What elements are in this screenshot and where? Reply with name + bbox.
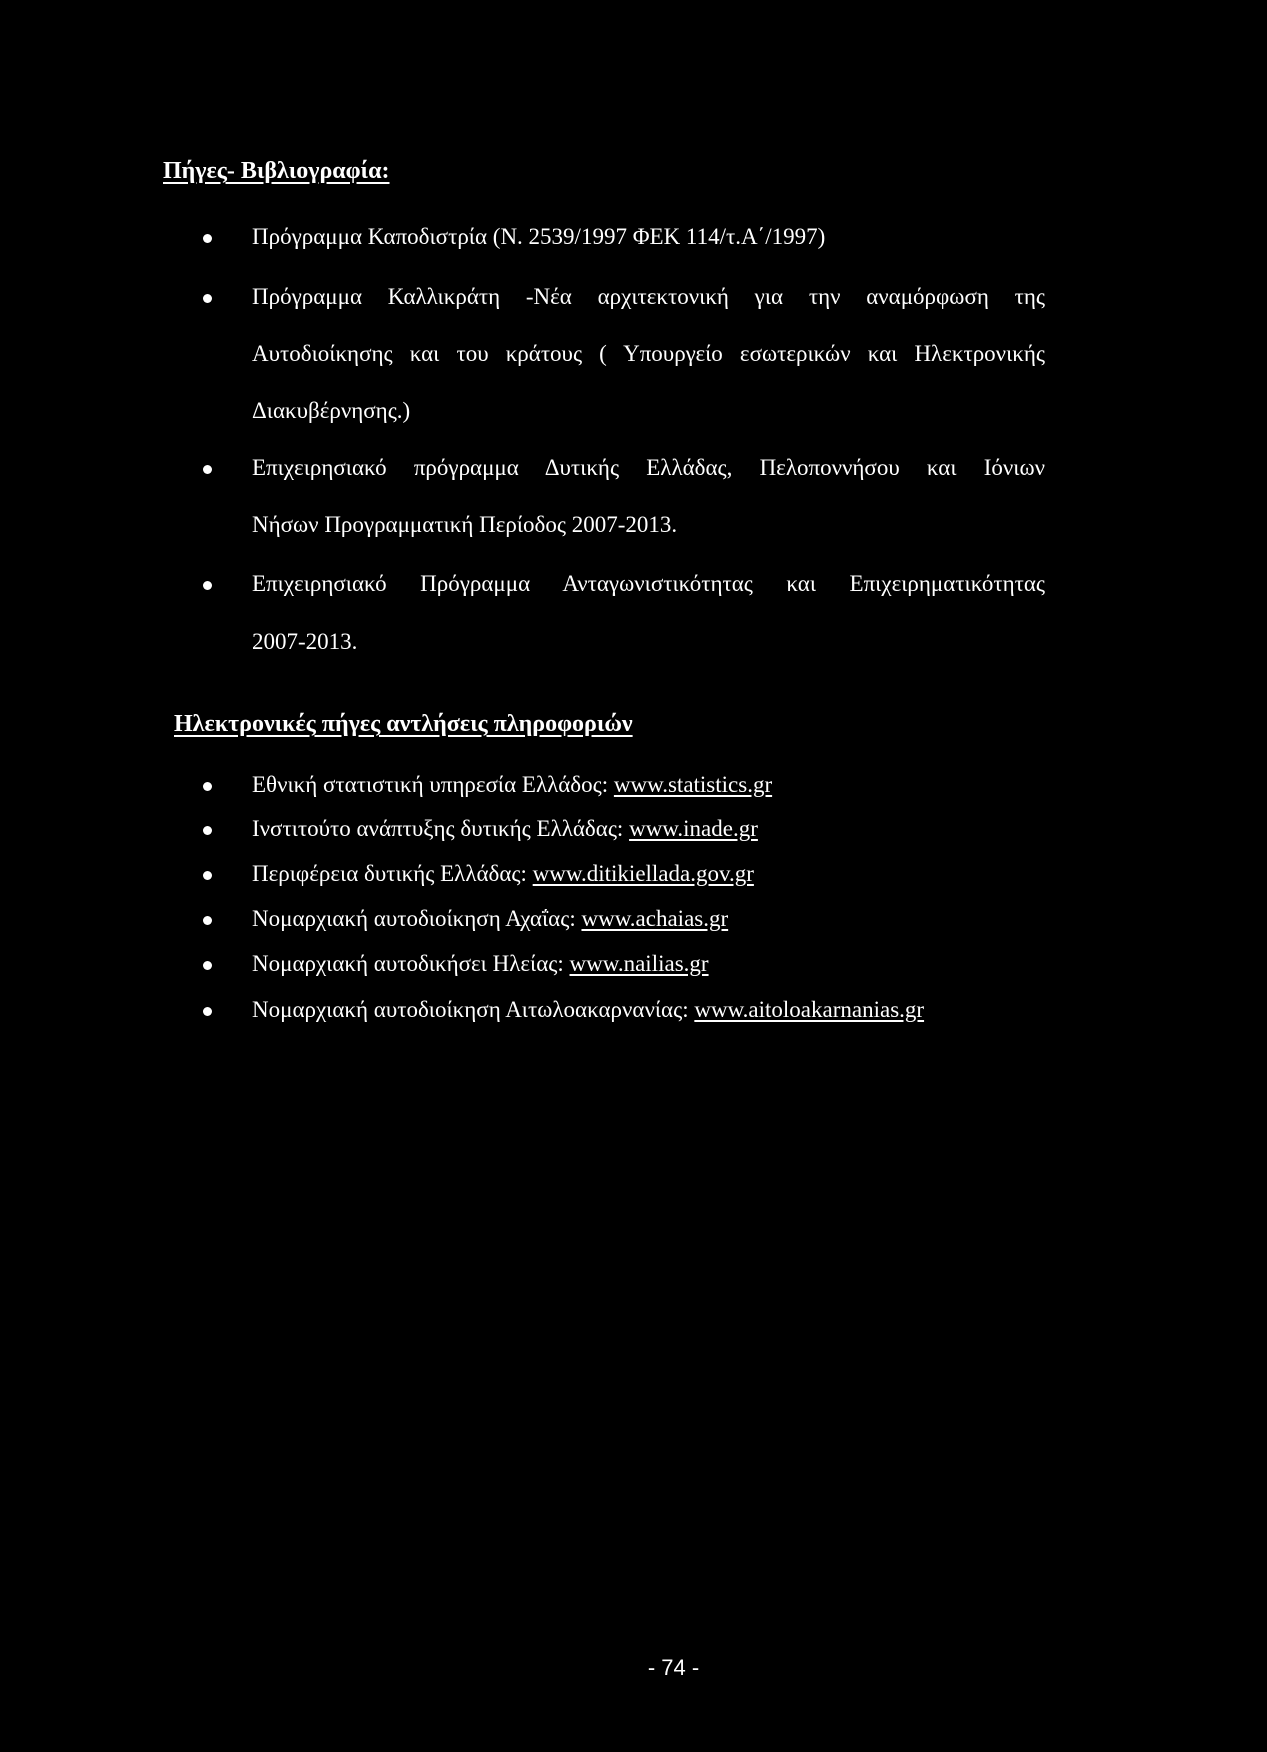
link-label: Νομαρχιακή αυτοδιοίκηση Αιτωλοακαρνανίας: [252,997,695,1022]
sources-heading: Πήγες- Βιβλιογραφία: [163,158,390,184]
bullet-icon [203,826,212,835]
link-nailias[interactable]: www.nailias.gr [569,951,709,976]
link-label: Νομαρχιακή αυτοδικήσει Ηλείας: [252,951,570,976]
link-inade[interactable]: www.inade.gr [629,816,758,841]
list-item [252,995,924,1025]
source-item-competitiveness-line1: Επιχειρησιακό Πρόγραμμα Ανταγωνιστικότητας και Επιχειρηματικότητας [252,571,1045,596]
link-statistics[interactable]: www.statistics.gr [613,772,773,797]
link-label: Νομαρχιακή αυτοδιοίκηση Αχαΐας: [252,906,582,931]
page-number: - 74 - [647,1655,700,1680]
list-item [252,859,754,889]
source-item-western-greece-line2: Νήσων Προγραμματική Περίοδος 2007-2013. [252,512,678,537]
list-item [252,770,772,800]
link-achaias[interactable]: www.achaias.gr [581,906,729,931]
source-item-western-greece-line1: Επιχειρησιακό πρόγραμμα Δυτικής Ελλάδας, Πελοποννήσου και Ιόνιων [252,455,1045,480]
bullet-icon [203,961,212,970]
list-item [252,904,728,934]
link-label: Ινστιτούτο ανάπτυξης δυτικής Ελλάδας: [252,816,630,841]
bullet-icon [203,581,212,590]
list-item [252,949,709,979]
bullet-icon [203,234,212,243]
link-aitoloakarnanias[interactable]: www.aitoloakarnanias.gr [694,997,925,1022]
source-item-kapodistrias: Πρόγραμμα Καποδιστρία (Ν. 2539/1997 ΦΕΚ 114/τ.Α΄/1997) [252,224,826,249]
source-item-kallikratis-line2: Αυτοδιοίκησης και του κράτους ( Υπουργείο εσωτερικών και Ηλεκτρονικής [252,341,1045,366]
bullet-icon [203,465,212,474]
source-item-kallikratis-line1: Πρόγραμμα Καλλικράτη -Νέα αρχιτεκτονική για την αναμόρφωση της [252,284,1045,309]
source-item-competitiveness-line2: 2007-2013. [252,629,358,654]
bullet-icon [203,916,212,925]
bullet-icon [203,294,212,303]
link-ditikiellada[interactable]: www.ditikiellada.gov.gr [532,861,754,886]
list-item [252,814,758,844]
source-item-kallikratis-line3: Διακυβέρνησης.) [252,398,411,423]
electronic-sources-heading: Ηλεκτρονικές πήγες αντλήσεις πληροφοριών [174,711,633,737]
bullet-icon [203,871,212,880]
link-label: Εθνική στατιστική υπηρεσία Ελλάδος: [252,772,614,797]
bullet-icon [203,1007,212,1016]
link-label: Περιφέρεια δυτικής Ελλάδας: [252,861,533,886]
bullet-icon [203,782,212,791]
